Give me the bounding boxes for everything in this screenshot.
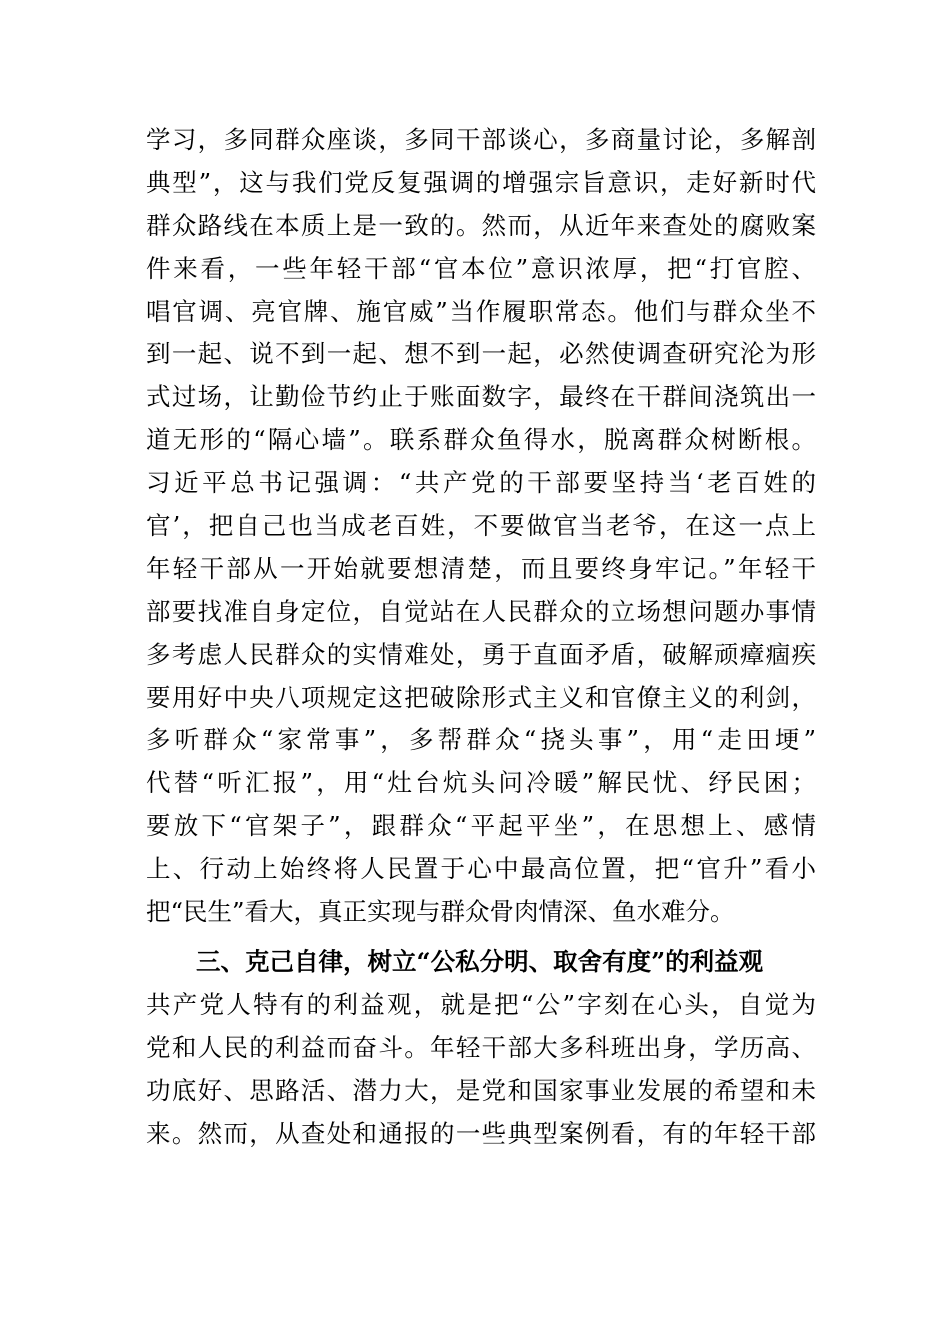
text-line: 功底好、思路活、潜力大，是党和国家事业发展的希望和未 [146,1075,816,1105]
text-line: 群众路线在本质上是一致的。然而，从近年来查处的腐败案 [146,210,816,240]
text-line: 典型”，这与我们党反复强调的增强宗旨意识，走好新时代 [146,167,816,197]
text-line: 上、行动上始终将人民置于心中最高位置，把“官升”看小 [146,854,816,884]
text-line: 年轻干部从一开始就要想清楚，而且要终身牢记。”年轻干 [146,553,816,583]
text-line: 来。然而，从查处和通报的一些典型案例看，有的年轻干部 [146,1118,816,1148]
text-line: 多听群众“家常事”，多帮群众“挠头事”，用“走田埂” [146,725,816,755]
paragraph-1 [146,119,816,934]
section-heading: 三、克己自律，树立“公私分明、取舍有度”的利益观 [196,947,764,976]
text-line: 把“民生”看大，真正实现与群众骨肉情深、鱼水难分。 [146,897,735,927]
text-line: 习近平总书记强调：“共产党的干部要坚持当‘老百姓的 [146,468,816,498]
text-line: 官’，把自己也当成老百姓，不要做官当老爷，在这一点上 [146,511,816,541]
text-line: 部要找准自身定位，自觉站在人民群众的立场想问题办事情 [146,596,816,626]
text-line: 代替“听汇报”，用“灶台炕头问冷暖”解民忧、纾民困； [146,768,816,798]
text-line: 式过场，让勤俭节约止于账面数字，最终在干群间浇筑出一 [146,382,816,412]
text-line: 党和人民的利益而奋斗。年轻干部大多科班出身，学历高、 [146,1032,816,1062]
text-line: 学习，多同群众座谈，多同干部谈心，多商量讨论，多解剖 [146,125,816,154]
text-line: 到一起、说不到一起、想不到一起，必然使调查研究沦为形 [146,339,816,369]
text-line: 道无形的“隔心墙”。联系群众鱼得水，脱离群众树断根。 [146,425,816,455]
text-line: 要放下“官架子”，跟群众“平起平坐”，在思想上、感情 [146,811,816,841]
text-line: 唱官调、亮官牌、施官威”当作履职常态。他们与群众坐不 [146,296,816,326]
text-line: 件来看，一些年轻干部“官本位”意识浓厚，把“打官腔、 [146,253,816,283]
text-line: 共产党人特有的利益观，就是把“公”字刻在心头，自觉为 [146,990,816,1019]
text-line: 要用好中央八项规定这把破除形式主义和官僚主义的利剑， [146,682,816,712]
text-line: 多考虑人民群众的实情难处，勇于直面矛盾，破解顽瘴痼疾 [146,639,816,669]
paragraph-2 [146,984,816,1156]
